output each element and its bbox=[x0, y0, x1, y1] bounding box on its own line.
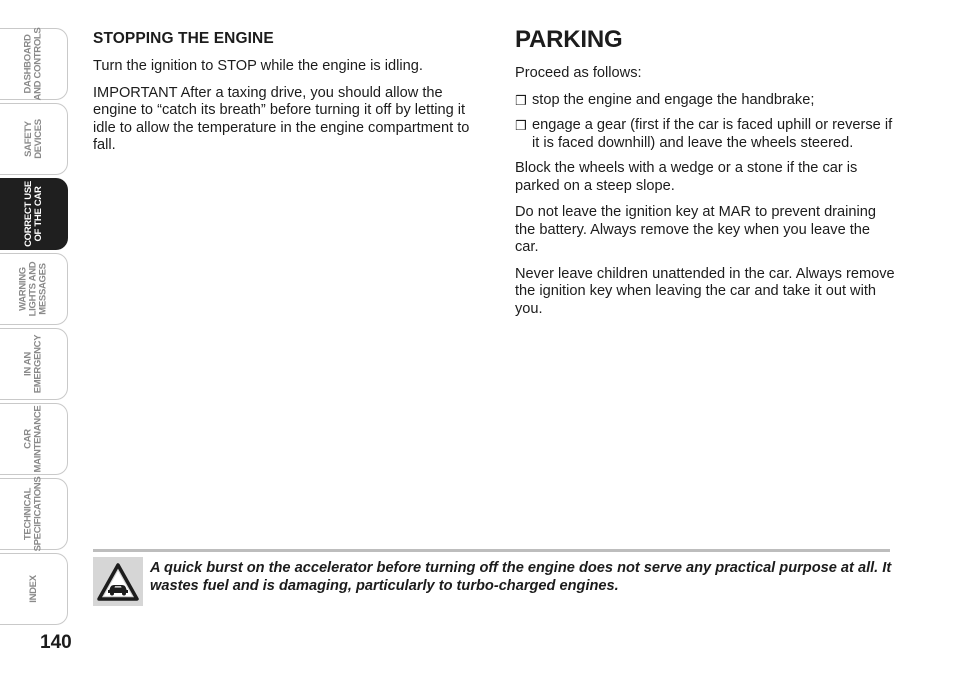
tab-label: CORRECT USE OF THE CAR bbox=[22, 181, 44, 247]
tab-label: TECHNICAL SPECIFICATIONS bbox=[22, 476, 44, 552]
tab-label: SAFETY DEVICES bbox=[22, 119, 44, 159]
tab-label: CAR MAINTENANCE bbox=[22, 405, 44, 473]
car-hazard-triangle-icon bbox=[93, 557, 143, 606]
tab-dashboard-and-controls[interactable] bbox=[0, 28, 68, 100]
section-heading: PARKING bbox=[515, 26, 623, 53]
tab-in-an-emergency[interactable] bbox=[0, 328, 68, 400]
paragraph: Do not leave the ignition key at MAR to prevent draining the battery. Always remove the key when you leave the car. bbox=[515, 204, 876, 255]
tab-index[interactable] bbox=[0, 553, 68, 625]
checkbox-bullet-icon: ❒ bbox=[515, 92, 527, 108]
checkbox-bullet-icon: ❒ bbox=[515, 118, 527, 133]
paragraph: Block the wheels with a wedge or a stone if the car is parked on a steep slope. bbox=[515, 160, 858, 194]
paragraph: Proceed as follows: bbox=[515, 65, 642, 81]
paragraph: Never leave children unattended in the car. Always remove the ignition key when leaving the car and take it out with you. bbox=[515, 265, 895, 317]
stopping-engine-section bbox=[93, 30, 473, 164]
list-item bbox=[515, 117, 895, 152]
tab-label: DASHBOARD AND CONTROLS bbox=[22, 27, 44, 101]
page-number: 140 bbox=[40, 632, 72, 653]
tab-safety-devices[interactable] bbox=[0, 103, 68, 175]
tab-label: IN AN EMERGENCY bbox=[22, 334, 44, 394]
parking-section bbox=[515, 26, 895, 327]
warning-text: A quick burst on the accelerator before turning off the engine does not serve any practical purpose at all. It wastes fuel and is damaging, particularly to turbo-charged engines. bbox=[150, 560, 892, 594]
tab-label: WARNING LIGHTS AND MESSAGES bbox=[17, 261, 49, 317]
section-heading: STOPPING THE ENGINE bbox=[93, 30, 274, 47]
list-item bbox=[515, 92, 895, 110]
tab-warning-lights-and-messages[interactable] bbox=[0, 253, 68, 325]
paragraph: IMPORTANT After a taxing drive, you should allow the engine to “catch its breath” before turning it off by letting it idle to allow the temperature in the engine compartment to fall. bbox=[93, 84, 470, 153]
tab-correct-use-of-the-car[interactable] bbox=[0, 178, 68, 250]
list-item-text: stop the engine and engage the handbrake; bbox=[532, 91, 815, 108]
paragraph: Turn the ignition to STOP while the engine is idling. bbox=[93, 58, 423, 74]
list-item-text: engage a gear (first if the car is faced uphill or reverse if it is faced downhill) and leave the wheels steered. bbox=[532, 117, 893, 151]
tab-car-maintenance[interactable] bbox=[0, 403, 68, 475]
tab-technical-specifications[interactable] bbox=[0, 478, 68, 550]
tab-label: INDEX bbox=[27, 575, 39, 603]
warning-divider bbox=[93, 549, 890, 552]
